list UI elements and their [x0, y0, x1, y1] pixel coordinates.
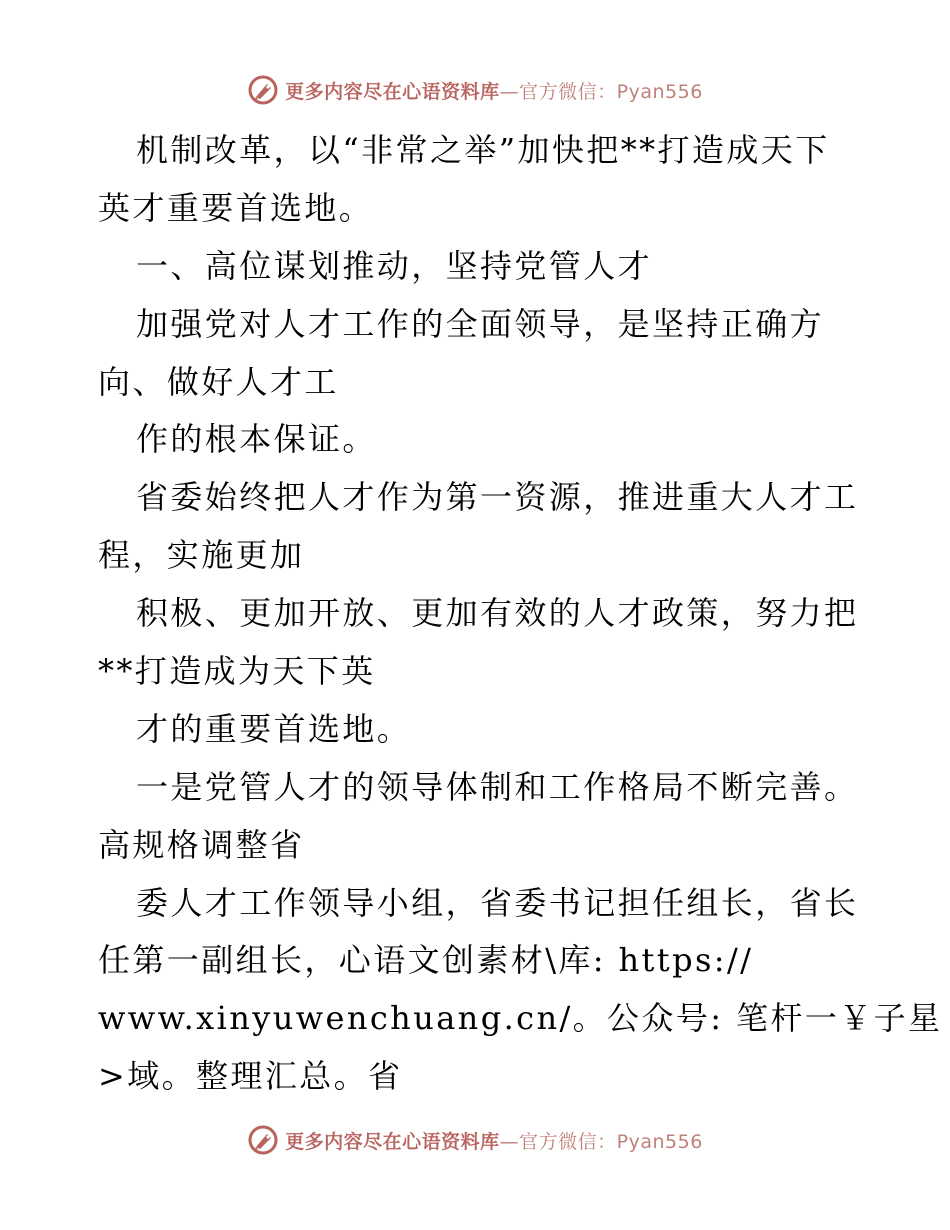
header-banner-text: 更多内容尽在心语资料库—官方微信：Pyan556: [285, 80, 703, 103]
text-line: 任第一副组长，心语文创素材\库: https://: [98, 941, 754, 980]
text-line: 英才重要首选地。: [98, 188, 374, 227]
text-line: 委人才工作领导小组，省委书记担任组长，省长: [136, 883, 859, 922]
pen-circle-logo-icon: [247, 1124, 279, 1156]
pen-circle-logo-icon: [247, 74, 279, 106]
text-line: 作的根本保证。: [136, 420, 377, 459]
text-line: 一、高位谋划推动，坚持党管人才: [136, 246, 653, 285]
text-line: 加强党对人才工作的全面领导，是坚持正确方: [136, 304, 825, 343]
footer-banner: [0, 1120, 950, 1160]
text-line: 向、做好人才工: [98, 362, 339, 401]
text-line: 高规格调整省: [98, 825, 305, 864]
header-banner: [0, 70, 950, 110]
text-line: >域。整理汇总。省: [98, 1057, 403, 1096]
text-line: 机制改革，以“非常之举”加快把**打造成天下: [136, 131, 830, 169]
text-line: 省委始终把人才作为第一资源，推进重大人才工: [136, 478, 859, 517]
text-line: **打造成为天下英: [98, 652, 376, 691]
text-line: 才的重要首选地。: [136, 709, 412, 748]
text-line: 程，实施更加: [98, 536, 305, 575]
text-line: www.xinyuwenchuang.cn/。公众号: 笔杆一￥子星: [98, 999, 943, 1038]
footer-banner-text: 更多内容尽在心语资料库—官方微信：Pyan556: [285, 1130, 703, 1153]
text-line: 积极、更加开放、更加有效的人才政策，努力把: [136, 594, 859, 633]
document-body: [98, 122, 943, 1106]
text-line: 一是党管人才的领导体制和工作格局不断完善。: [136, 767, 859, 806]
